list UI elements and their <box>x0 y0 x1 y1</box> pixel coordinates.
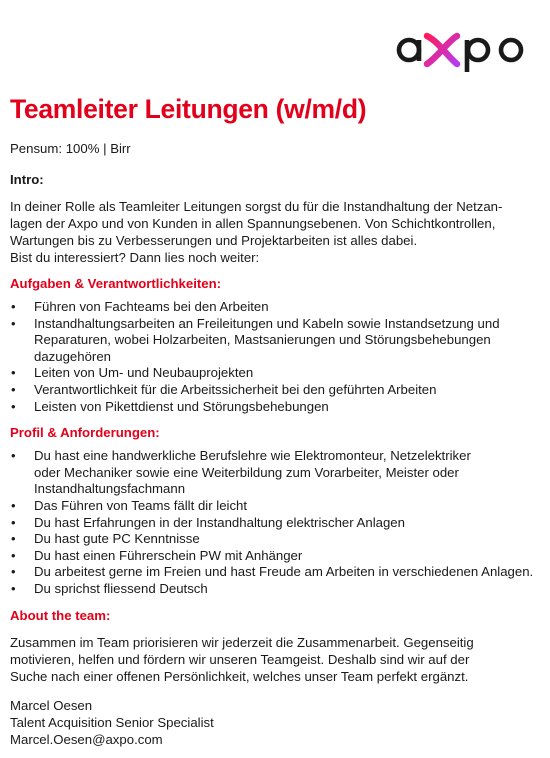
axpo-logo <box>394 26 528 74</box>
bullet: • <box>11 564 16 580</box>
job-meta: Pensum: 100% | Birr <box>10 141 131 156</box>
list-item: • Du hast Erfahrungen in der Instandhaltung elektrischer Anlagen <box>11 514 405 530</box>
team-text <box>10 634 542 685</box>
list-item: • Du arbeitest gerne im Freien und hast Freude am Arbeiten in verschiedenen Anlagen. <box>11 564 534 580</box>
intro-line: Wartungen bis zu Verbesserungen und Projektarbeiten ist alles dabei. <box>10 233 418 248</box>
contact-name: Marcel Oesen <box>10 697 93 713</box>
team-heading: About the team: <box>10 607 111 623</box>
list-item: • Du hast eine handwerkliche Berufslehre wie Elektromonteur, Netzelektriker oder Mechaniker sowie eine Weiterbildung zum Vorarbeiter, Meister oder Instandhaltungsfachmann <box>11 448 471 497</box>
bullet: • <box>11 531 16 547</box>
job-ad <box>10 94 542 748</box>
list-item: • Du hast gute PC Kenntnisse <box>11 531 200 547</box>
bullet: • <box>11 580 16 596</box>
profile-list <box>10 448 542 597</box>
list-item: • Leiten von Um- und Neubauprojekten <box>11 365 254 381</box>
bullet: • <box>11 299 16 314</box>
list-item: • Leisten von Pikettdienst und Störungsbehebungen <box>11 398 329 414</box>
profile-heading: Profil & Anforderungen: <box>10 425 160 441</box>
list-item: • Du sprichst fliessend Deutsch <box>11 580 208 596</box>
contact-role: Talent Acquisition Senior Specialist <box>10 714 214 730</box>
bullet: • <box>11 365 16 381</box>
bullet: • <box>11 381 16 397</box>
intro-line: Bist du interessiert? Dann lies noch weiter: <box>10 250 260 265</box>
list-item: • Das Führen von Teams fällt dir leicht <box>11 497 248 513</box>
team-line: Suche nach einer offenen Persönlichkeit, welches unser Team perfekt ergänzt. <box>10 668 469 684</box>
bullet: • <box>11 514 16 530</box>
contact-email[interactable]: Marcel.Oesen@axpo.com <box>10 731 163 747</box>
team-line: motivieren, helfen und fördern wir unseren Teamgeist. Deshalb sind wir auf der <box>10 651 470 667</box>
job-title: Teamleiter Leitungen (w/m/d) <box>10 94 367 124</box>
intro-heading: Intro: <box>10 172 44 187</box>
tasks-list <box>10 299 542 415</box>
bullet: • <box>11 398 16 414</box>
tasks-heading: Aufgaben & Verantwortlichkeiten: <box>10 276 222 291</box>
intro-text <box>10 198 542 266</box>
bullet: • <box>11 497 16 513</box>
list-item: • Instandhaltungsarbeiten an Freileitungen und Kabeln sowie Instandsetzung und Reparaturen, wobei Holzarbeiten, Mastsanierungen und Störungsbehebungen dazugehören <box>11 315 500 364</box>
bullet: • <box>11 547 16 563</box>
team-line: Zusammen im Team priorisieren wir jederzeit die Zusammenarbeit. Gegenseitig <box>10 634 474 650</box>
list-item: • Du hast einen Führerschein PW mit Anhänger <box>11 547 303 563</box>
list-item: • Verantwortlichkeit für die Arbeitssicherheit bei den geführten Arbeiten <box>11 381 437 397</box>
list-item: • Führen von Fachteams bei den Arbeiten <box>11 299 269 314</box>
bullet: • <box>11 448 16 464</box>
contact-block <box>10 697 542 748</box>
intro-line: lagen der Axpo und von Kunden in allen Spannungsebenen. Von Schichtkontrollen, <box>10 216 496 231</box>
bullet: • <box>11 315 16 331</box>
intro-line: In deiner Rolle als Teamleiter Leitungen sorgst du für die Instandhaltung der Netzan- <box>10 199 503 214</box>
